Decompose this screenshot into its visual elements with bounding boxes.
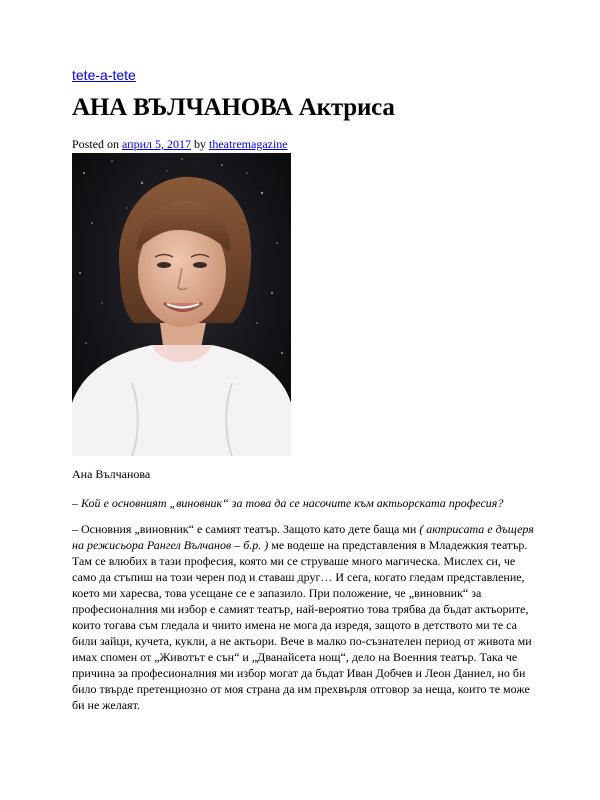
article-title: АНА ВЪЛЧАНОВА Актриса (72, 94, 395, 121)
portrait-photo-image (72, 153, 291, 456)
interview-answer (72, 521, 538, 713)
portrait-photo (72, 153, 291, 456)
answer-note: ( актрисата е дъщеря на режисьора Рангел Вълчанов – б.р. ) (72, 522, 534, 552)
answer-text-2: ме водеше на представления в Младежкия театър. Там се влюбих в тази професия, която ми се струваше много магическа. Мислех си, че само да стъпиш на този черен под и ставаш друг… И сега, когато гледам представление, което ми харесва, това усещане се е запазило. При положение, че „виновник“ за професионалния ми избор е самият театър, най-вероятно това трябва да бъдат актьорите, които тогава съм гледала и чиито имена не мога да изредя, защото в детството ми те са били зайци, кучета, кукли, а не актьори. Вече в малко по-съзнателен период от живота ми имах спомен от „Животът е сън“ и „Дванайсета нощ“, дело на Военния театър. Така че причина за професионалния ми избор могат да бъдат Иван Добчев и Леон Даниел, но би било твърде претенциозно от моя страна да им прехвърля отговор за неща, които те може би не желаят. (72, 538, 532, 712)
posted-on-label: Posted on (72, 137, 120, 151)
author-link[interactable]: theatremagazine (209, 137, 288, 151)
category-link[interactable]: tete-a-tete (72, 67, 136, 83)
interview-question: – Кой е основният „виновник“ за това да се насочите към актьорската професия? (72, 496, 504, 510)
post-meta (72, 137, 288, 152)
post-date-link[interactable]: април 5, 2017 (122, 137, 192, 151)
by-label: by (194, 137, 207, 151)
answer-text-1: – Основния „виновник“ е самият театър. Защото като дете баща ми (72, 522, 420, 536)
photo-caption: Ана Вълчанова (72, 467, 151, 481)
